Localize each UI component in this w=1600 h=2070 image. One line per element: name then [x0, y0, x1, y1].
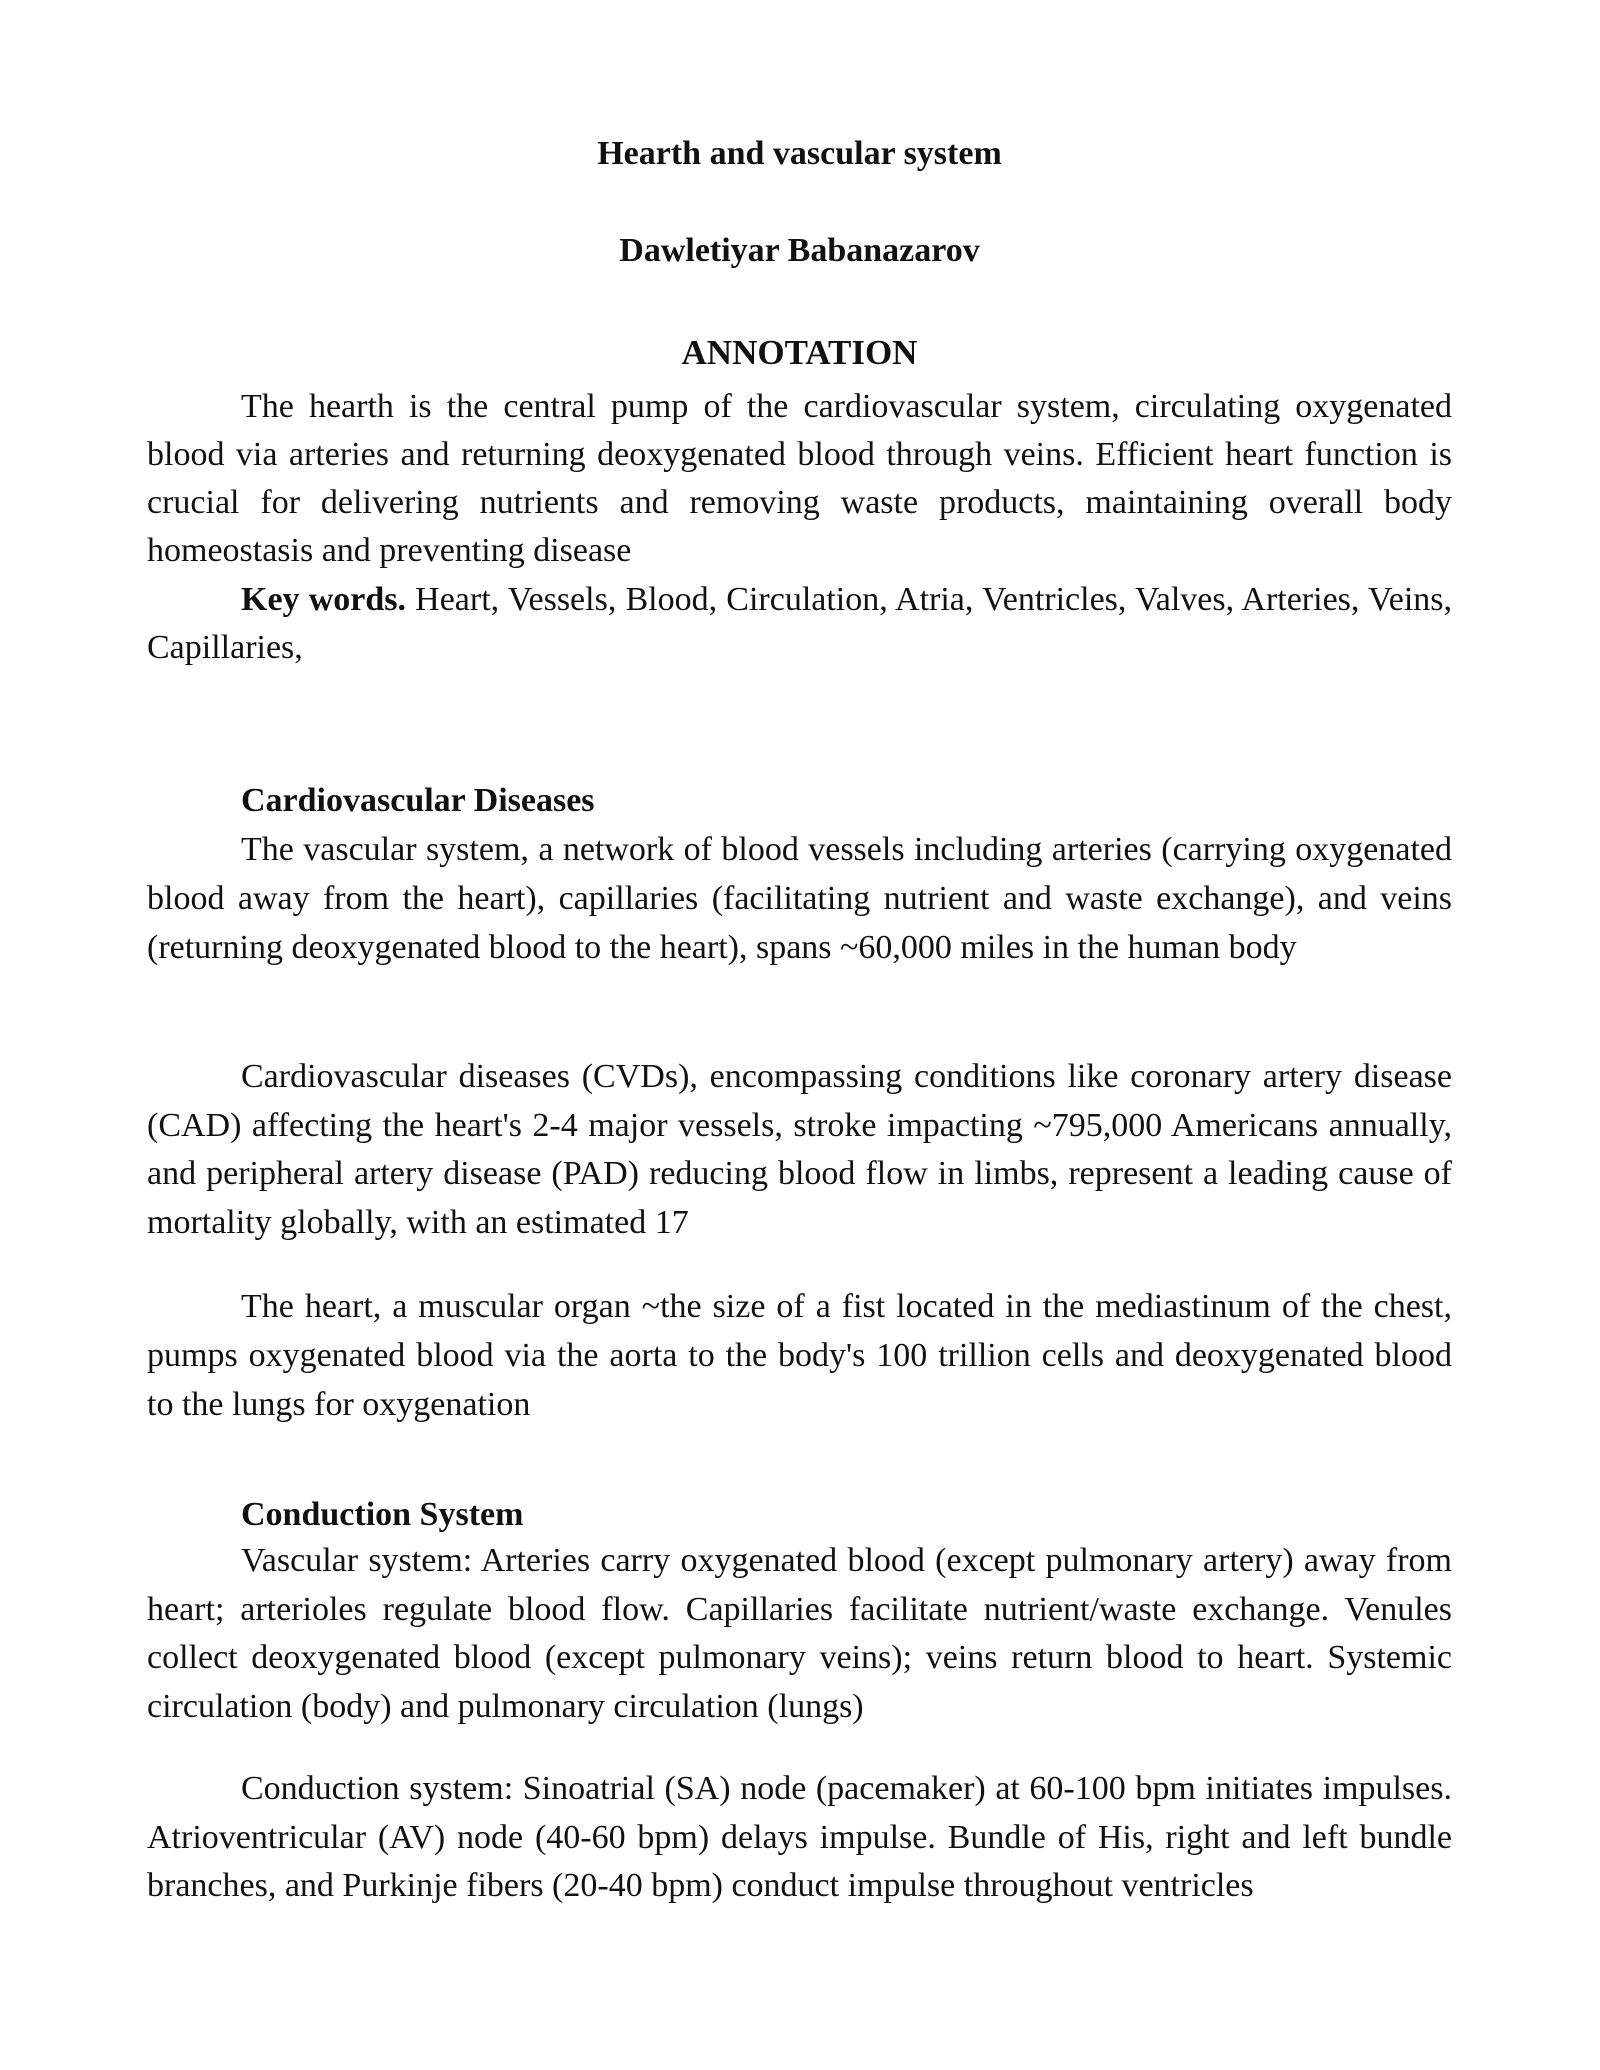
- section-heading-conduction-system: Conduction System: [241, 1496, 524, 1533]
- keywords-paragraph: [147, 576, 1452, 672]
- section-paragraph: Conduction system: Sinoatrial (SA) node (pacemaker) at 60-100 bpm initiates impulses. Atrioventricular (AV) node (40-60 bpm) delays impulse. Bundle of His, right and left bundle branches, and Purkinje fibers (20-40 bpm) conduct impulse throughout ventricles: [147, 1770, 1452, 1904]
- section-paragraph: Cardiovascular diseases (CVDs), encompassing conditions like coronary artery disease (CAD) affecting the heart's 2-4 major vessels, stroke impacting ~795,000 Americans annually, and peripheral artery disease (PAD) reducing blood flow in limbs, represent a leading cause of mortality globally, with an estimated 17: [147, 1058, 1452, 1241]
- keywords-label: Key words.: [241, 581, 406, 618]
- annotation-paragraph: The hearth is the central pump of the cardiovascular system, circulating oxygenated blood via arteries and returning deoxygenated blood through veins. Efficient heart function is crucial for delivering nutrients and removing waste products, maintaining overall body homeostasis and preventing disease: [147, 388, 1452, 569]
- section-paragraph: The vascular system, a network of blood vessels including arteries (carrying oxygenated blood away from the heart), capillaries (facilitating nutrient and waste exchange), and veins (returning deoxygenated blood to the heart), spans ~60,000 miles in the human body: [147, 831, 1452, 966]
- keywords-list: Heart, Vessels, Blood, Circulation, Atria, Ventricles, Valves, Arteries, Veins, Capillaries,: [147, 581, 1452, 666]
- document-title: Hearth and vascular system: [597, 135, 1002, 172]
- annotation-heading: ANNOTATION: [681, 333, 918, 372]
- section-paragraph: The heart, a muscular organ ~the size of a fist located in the mediastinum of the chest, pumps oxygenated blood via the aorta to the body's 100 trillion cells and deoxygenated blood to the lungs for oxygenation: [147, 1288, 1452, 1423]
- author-name: Dawletiyar Babanazarov: [619, 232, 980, 269]
- section-heading-cardiovascular-diseases: Cardiovascular Diseases: [241, 782, 595, 819]
- section-paragraph: Vascular system: Arteries carry oxygenated blood (except pulmonary artery) away from heart; arterioles regulate blood flow. Capillaries facilitate nutrient/waste exchange. Venules collect deoxygenated blood (except pulmonary veins); veins return blood to heart. Systemic circulation (body) and pulmonary circulation (lungs): [147, 1542, 1452, 1725]
